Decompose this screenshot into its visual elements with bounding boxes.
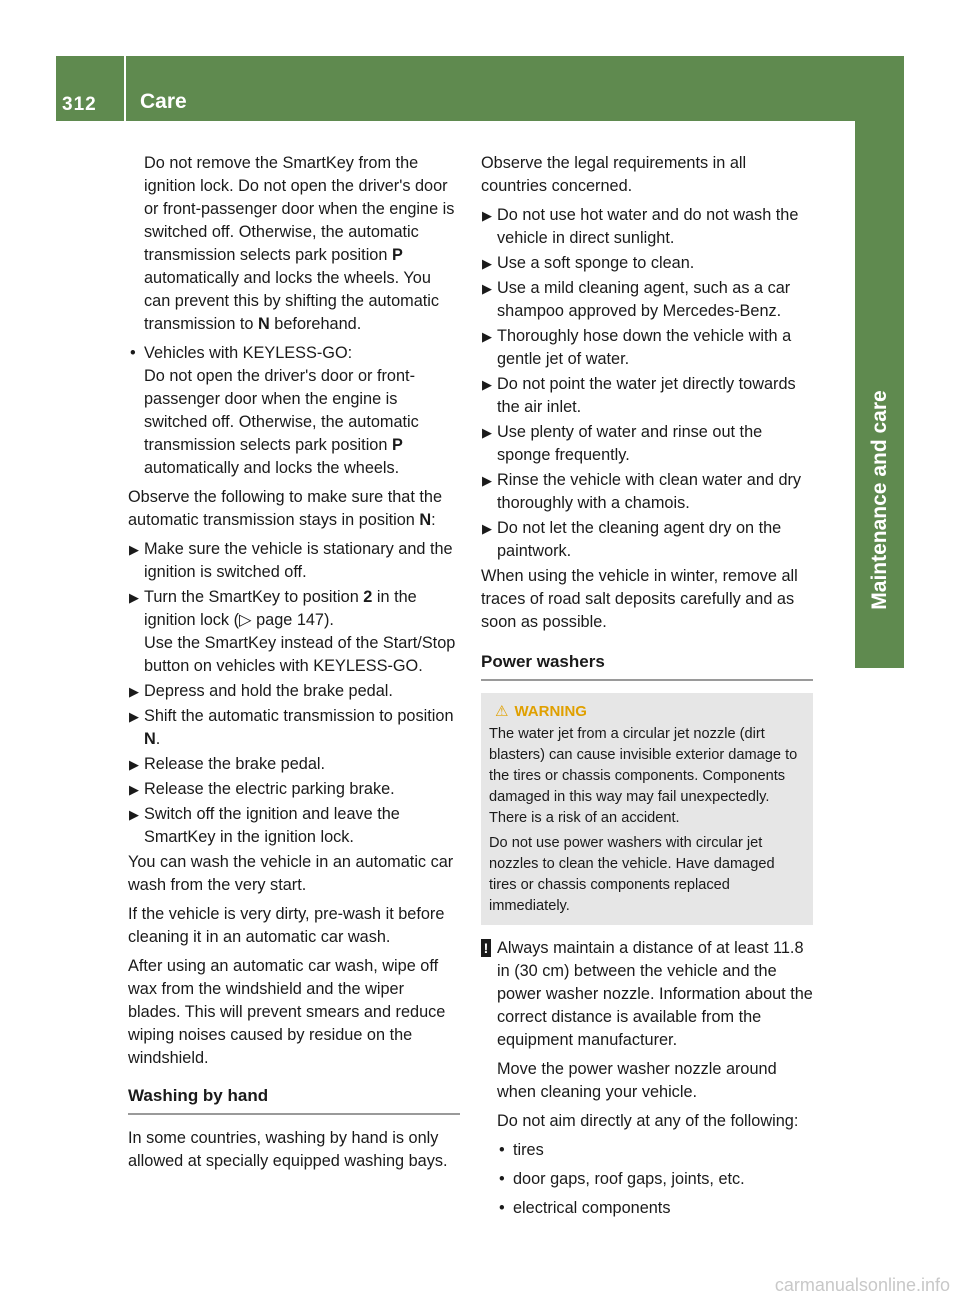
notice-text: Do not aim directly at any of the following: (497, 1112, 799, 1130)
warning-title: ⚠ WARNING (495, 703, 587, 720)
page-ref-link[interactable]: page 147 (256, 611, 324, 629)
step-item: ▶ Rinse the vehicle with clean water and dry thoroughly with a chamois. (482, 471, 802, 512)
arrow-icon: ▶ (482, 281, 492, 296)
paragraph: When using the vehicle in winter, remove all traces of road salt deposits carefully and as soon as possible. (481, 567, 798, 631)
bullet-item: • Vehicles with KEYLESS-GO: (128, 342, 460, 365)
arrow-icon: ▶ (482, 329, 492, 344)
notice-block (481, 937, 813, 1220)
step-item: ▶ Use plenty of water and rinse out the sponge frequently. (482, 423, 763, 464)
paragraph: Observe the following to make sure that the automatic transmission stays in position N: (128, 488, 443, 529)
bullet-item: • electrical components (497, 1197, 813, 1220)
step-item: ▶ Switch off the ignition and leave the SmartKey in the ignition lock. (129, 805, 400, 846)
paragraph: In some countries, washing by hand is only allowed at specially equipped washing bays. (128, 1129, 448, 1170)
arrow-icon: ▶ (482, 256, 492, 271)
paragraph: Do not open the driver's door or front-passenger door when the engine is switched off. Otherwise, the automatic transmission selects park position P automatically and locks the wheels. (144, 367, 419, 477)
paragraph: Do not remove the SmartKey from the ignition lock. Do not open the driver's door or front-passenger door when the engine is switched off. Otherwise, the automatic transmission selects park position P automatically and locks the wheels. You can prevent this by shifting the automatic transmission to N beforehand. (144, 154, 455, 333)
arrow-icon: ▶ (129, 807, 139, 822)
exclamation-icon: ! (481, 939, 491, 957)
step-item: ▶ Use a mild cleaning agent, such as a car shampoo approved by Mercedes-Benz. (482, 279, 791, 320)
section-heading: Power washers (481, 650, 813, 681)
section-title: Care (140, 90, 187, 113)
step-item: ▶ Use a soft sponge to clean. (481, 252, 813, 275)
paragraph: If the vehicle is very dirty, pre-wash it before cleaning it in an automatic car wash. (128, 905, 445, 946)
arrow-icon: ▶ (129, 542, 139, 557)
paragraph: Observe the legal requirements in all countries concerned. (481, 154, 747, 195)
step-item: ▶ Release the electric parking brake. (128, 778, 460, 801)
step-item: ▶ Do not use hot water and do not wash the vehicle in direct sunlight. (482, 206, 799, 247)
paragraph: After using an automatic car wash, wipe off wax from the windshield and the wiper blades. This will prevent smears and reduce wiping noises caused by residue on the windshield. (128, 957, 446, 1067)
bullet-item: • door gaps, roof gaps, joints, etc. (497, 1168, 813, 1191)
bullet-item: • tires (497, 1139, 813, 1162)
arrow-icon: ▶ (129, 590, 139, 605)
step-item: ▶ Depress and hold the brake pedal. (128, 680, 460, 703)
notice-text: Always maintain a distance of at least 11.8 in (30 cm) between the vehicle and the power washer nozzle. Information about the correct distance is available from the equipment manufacturer. (497, 939, 813, 1049)
side-tab-label: Maintenance and care (868, 390, 891, 610)
step-item: ▶ Turn the SmartKey to position 2 in the ignition lock (▷ page 147). Use the SmartKey instead of the Start/Stop button on vehicles with KEYLESS-GO. (129, 588, 456, 675)
bullet-dot: • (499, 1199, 505, 1217)
left-column (128, 152, 460, 1173)
bullet-dot: • (499, 1141, 505, 1159)
arrow-icon: ▶ (482, 473, 492, 488)
step-item: ▶ Thoroughly hose down the vehicle with a gentle jet of water. (482, 327, 792, 368)
bullet-dot: • (130, 344, 136, 362)
step-item: ▶ Do not point the water jet directly towards the air inlet. (482, 375, 796, 416)
bullet-dot: • (499, 1170, 505, 1188)
step-item: ▶ Do not let the cleaning agent dry on the paintwork. (482, 519, 782, 560)
step-item: ▶ Make sure the vehicle is stationary and the ignition is switched off. (129, 540, 453, 581)
paragraph: You can wash the vehicle in an automatic car wash from the very start. (128, 853, 454, 894)
right-column (481, 152, 813, 1220)
step-item: ▶ Shift the automatic transmission to position N. (129, 707, 454, 748)
arrow-icon: ▶ (129, 709, 139, 724)
warning-text: Do not use power washers with circular jet nozzles to clean the vehicle. Have damaged tires or chassis components replaced immediately. (489, 835, 775, 914)
section-heading: Washing by hand (128, 1084, 460, 1115)
watermark: carmanualsonline.info (774, 1275, 950, 1295)
step-item: ▶ Release the brake pedal. (128, 753, 460, 776)
warning-text: The water jet from a circular jet nozzle (dirt blasters) can cause invisible exterior damage to the tires or chassis components. Components damaged in this way may fail unexpectedly. There is a risk of an accident. (489, 726, 798, 826)
page-ref-icon: ▷ (239, 611, 257, 629)
arrow-icon: ▶ (129, 684, 139, 699)
arrow-icon: ▶ (482, 521, 492, 536)
header-divider (124, 56, 126, 121)
arrow-icon: ▶ (482, 377, 492, 392)
arrow-icon: ▶ (129, 757, 139, 772)
warning-box (481, 693, 813, 925)
arrow-icon: ▶ (482, 425, 492, 440)
notice-text: Move the power washer nozzle around when cleaning your vehicle. (497, 1060, 777, 1101)
warning-triangle-icon: ⚠ (495, 703, 509, 720)
page-number: 312 (62, 94, 97, 115)
arrow-icon: ▶ (129, 782, 139, 797)
arrow-icon: ▶ (482, 208, 492, 223)
